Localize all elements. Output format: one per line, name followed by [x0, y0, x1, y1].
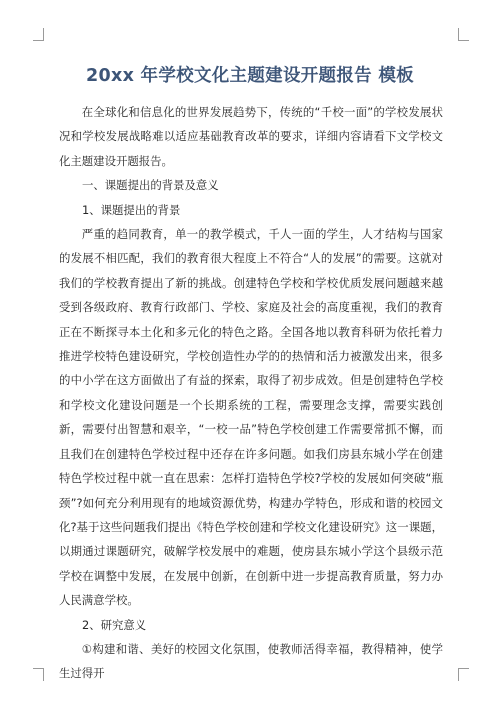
- document-body: [59, 100, 443, 686]
- section-heading-background: 一、课题提出的背景及意义: [82, 178, 219, 193]
- intro-paragraph: 在全球化和信息化的世界发展趋势下，传统的“千校一面”的学校发展状况和学校发展战略难以适应基础教育改革的要求，详细内容请看下文学校文化主题建设开题报告。: [59, 105, 443, 168]
- crop-mark-top-left: [33, 28, 44, 41]
- background-paragraph: 严重的趋同教育，单一的教学模式，千人一面的学生，人才结构与国家的发展不相匹配，我们的教育很大程度上不符合“人的发展”的需要。这就对我们的学校教育提出了新的挑战。创建特色学校和学校优质发展问题越来越受到各级政府、教育行政部门、学校、家庭及社会的高度重视，我们的教育正在不断探寻本土化和多元化的特色之路。全国各地以教育科研为依托着力推进学校特色建设研究，学校创造性办学的的热情和活力被激发出来，很多的中小学在这方面做出了有益的探索，取得了初步成效。但是创建特色学校和学校文化建设问题是一个长期系统的工程，需要理念支撑，需要实践创新，需要付出智慧和艰辛，“一校一品”特色学校创建工作需要常抓不懈，而且我们在创建特色学校过程中还存在许多问题。如我们房县东城小学在创建特色学校过程中就一直在思索：怎样打造特色学校?学校的发展如何突破“瓶颈”?如何充分利用现有的地域资源优势，构建办学特色，形成和谐的校园文化?基于这些问题我们提出《特色学校创建和学校文化建设研究》这一课题，以期通过课题研究，破解学校发展中的难题，使房县东城小学这个县级示范学校在调整中发展，在发展中创新，在创新中进一步提高教育质量，努力办人民满意学校。: [59, 227, 443, 608]
- crop-mark-bottom-right: [458, 668, 469, 681]
- subsection-heading-significance: 2、研究意义: [82, 617, 147, 632]
- significance-paragraph: ①构建和谐、美好的校园文化氛围，使教师活得幸福，教得精神，使学生过得开: [59, 641, 443, 681]
- crop-mark-top-right: [458, 28, 469, 41]
- document-title: 20xx 年学校文化主题建设开题报告 模板: [86, 66, 414, 86]
- crop-mark-bottom-left: [33, 668, 44, 681]
- subsection-heading-background: 1、课题提出的背景: [82, 202, 181, 217]
